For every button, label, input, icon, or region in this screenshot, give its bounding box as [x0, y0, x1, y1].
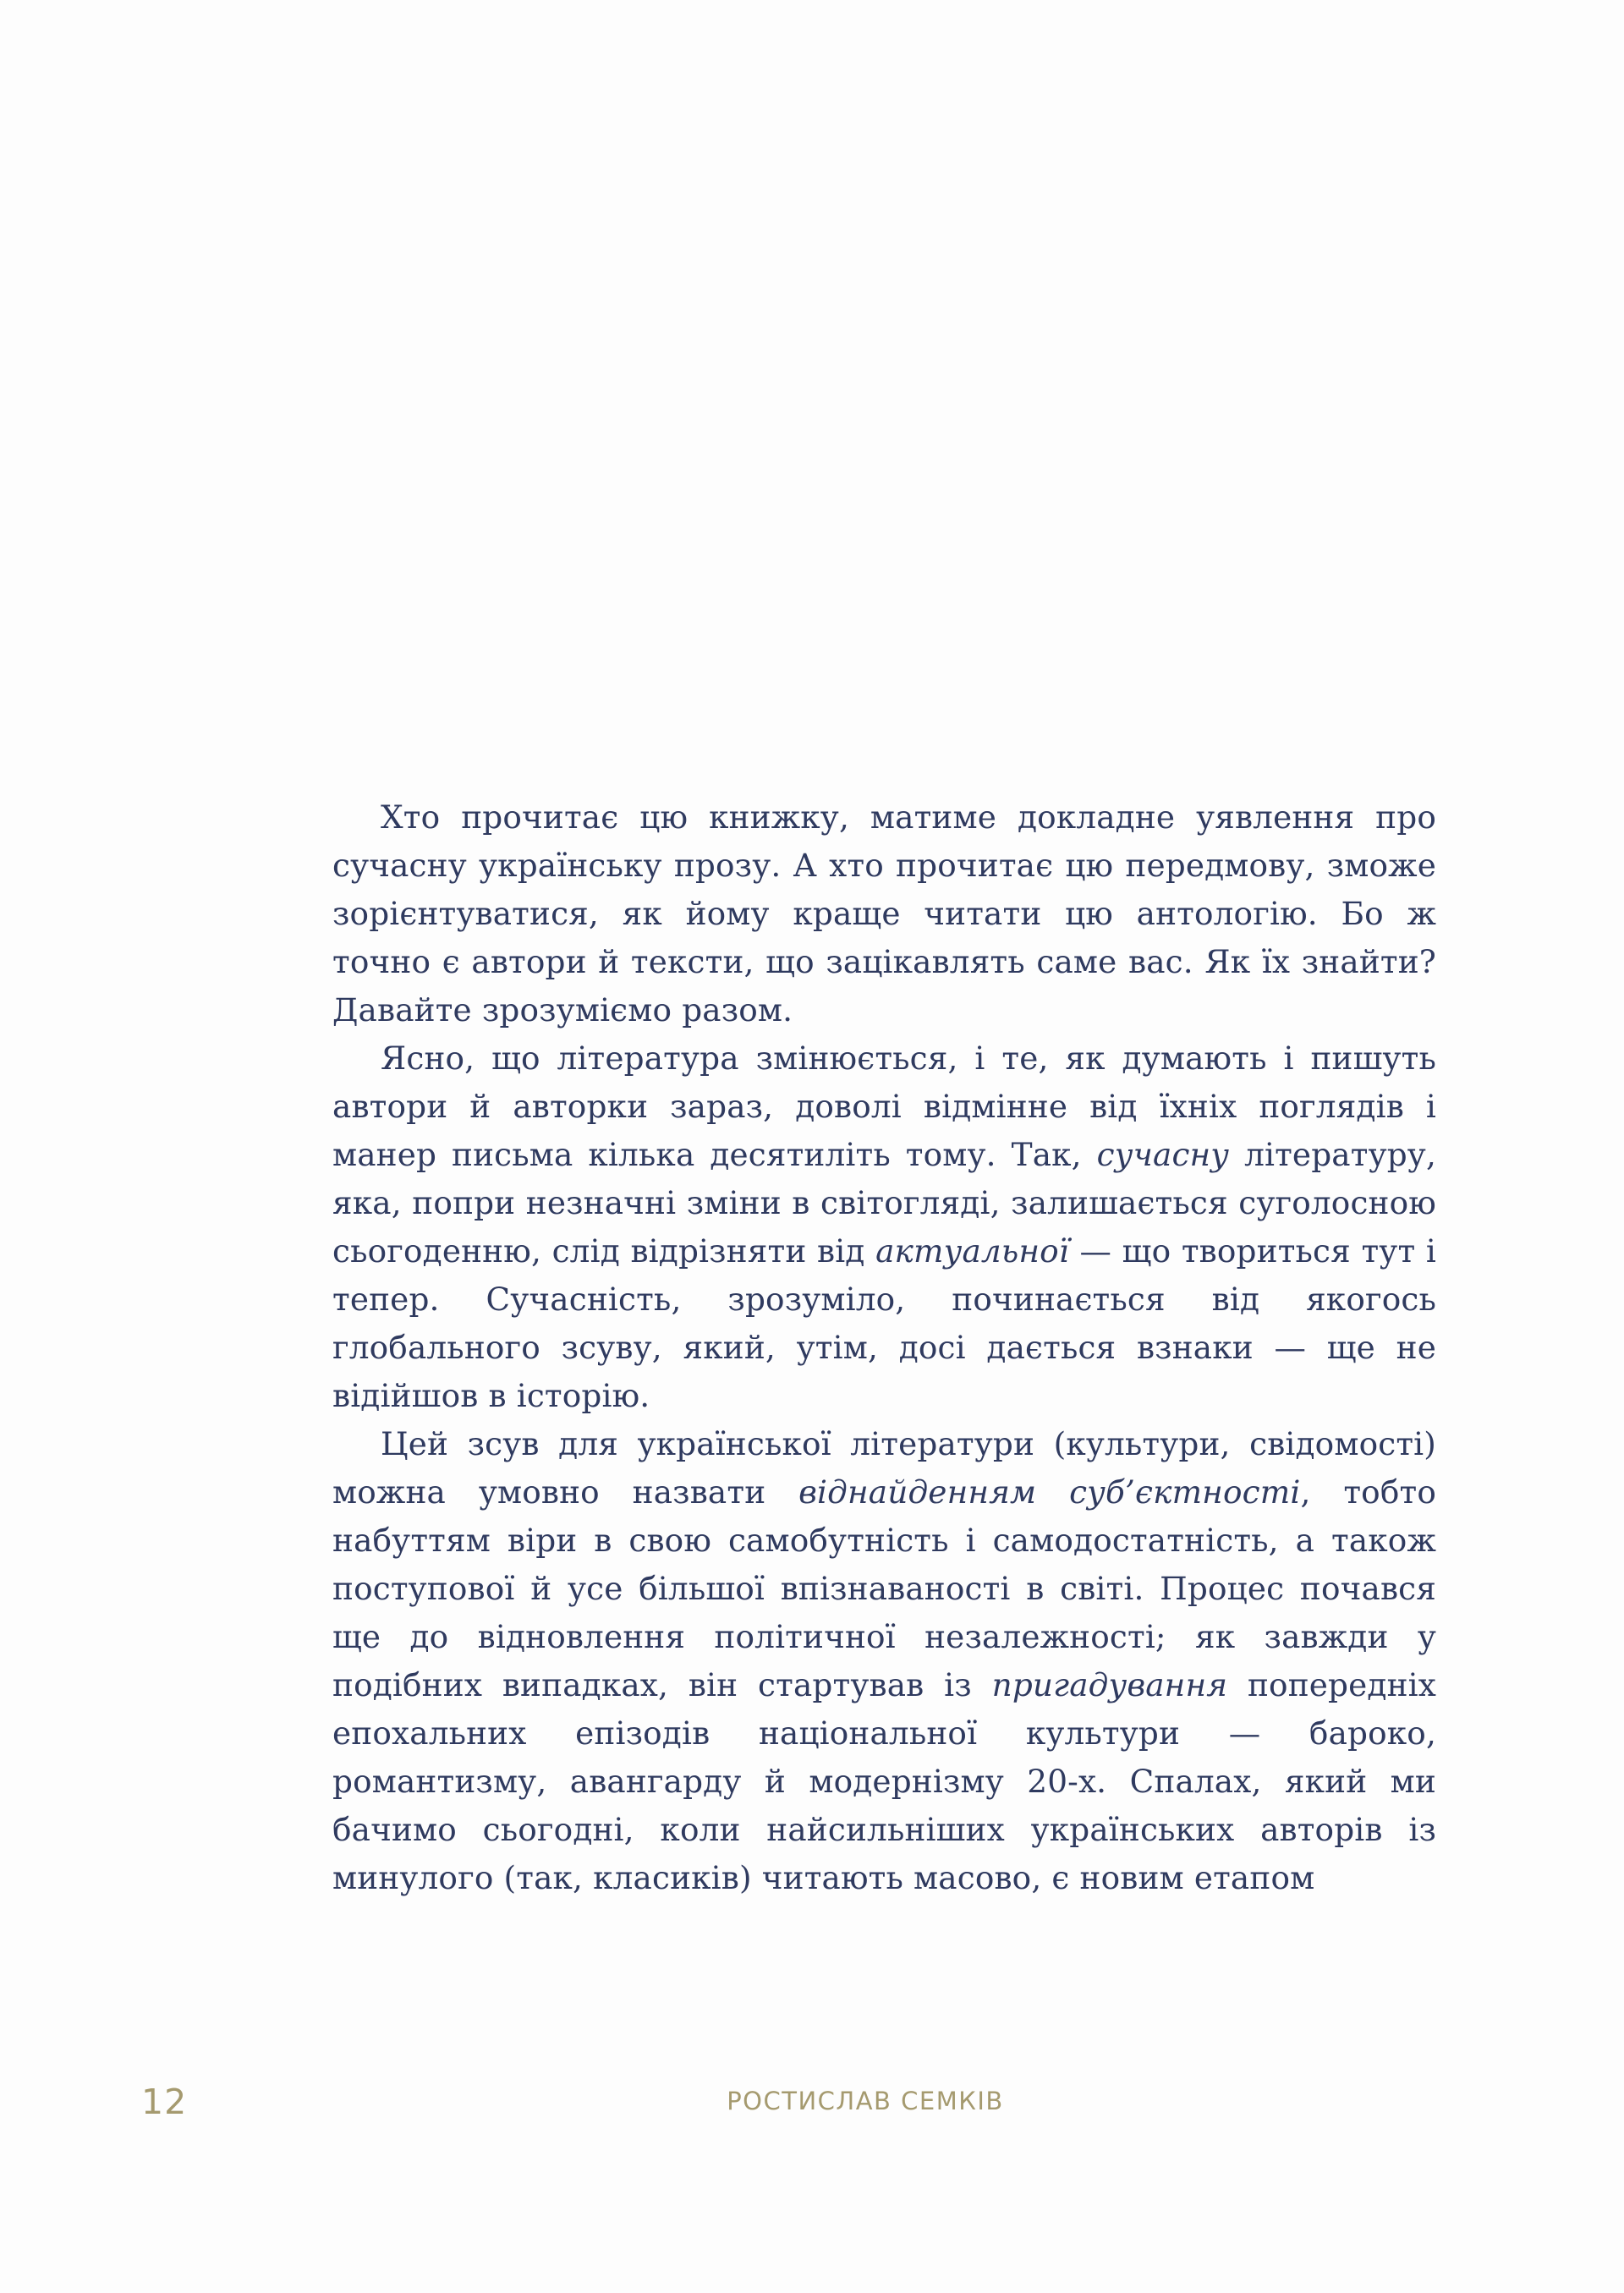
paragraph-2-text: Ясно, що література змінюється, і те, як думають і пишуть автори й авторки зараз, доволі відмінне від їхніх поглядів і манер письма кілька десятиліть тому. Так,: [332, 1040, 1436, 1173]
emphasis-subjectnosti: віднайденням суб’єктності: [798, 1473, 1301, 1511]
paragraph-3: [332, 1420, 1436, 1902]
page-number: 12: [141, 2082, 188, 2122]
paragraph-2-text: — що твориться тут і тепер. Сучасність, зрозуміло, починається від якогось глобального зсуву, який, утім, досі дається взнаки — ще не відійшов в історію.: [332, 1232, 1436, 1414]
body-text: [332, 793, 1436, 1902]
emphasis-pryhaduvannia: пригадування: [991, 1666, 1228, 1703]
paragraph-1-text: Хто прочитає цю книжку, матиме докладне уявлення про сучасну українську прозу. А хто прочитає цю передмову, зможе зорієнтуватися, як йому краще читати цю антологію. Бо ж точно є автори й тексти, що зацікавлять саме вас. Як їх знайти? Давайте зрозуміємо разом.: [332, 798, 1436, 1029]
paragraph-2-text: літературу, яка, попри незначні зміни в світогляді, залишається суголосною сьогоденню, слід відрізняти від: [332, 1136, 1436, 1270]
running-head: [0, 2087, 1624, 2115]
paragraph-1: [332, 793, 1436, 1034]
emphasis-aktualnoi: актуальної: [875, 1232, 1069, 1270]
author-name: РОСТИСЛАВ СЕМКІВ: [727, 2087, 1004, 2115]
paragraph-3-text: попередніх епохальних епізодів національної культури — бароко, романтизму, авангарду й модернізму 20-х. Спалах, який ми бачимо сьогодні, коли найсильніших українських авторів із минулого (так, класиків) читають масово, є новим етапом: [332, 1666, 1436, 1896]
paragraph-2: [332, 1034, 1436, 1420]
paragraph-3-text: Цей зсув для української літератури (культури, свідомості) можна умовно назвати: [332, 1425, 1436, 1511]
emphasis-suchasnu: сучасну: [1096, 1136, 1230, 1173]
paragraph-3-text: , тобто набуттям віри в свою самобутність і самодостатність, а також поступової й усе більшої впізнаваності в світі. Процес почався ще до відновлення політичної незалежності; як завжди у подібних випадках, він стартував із: [332, 1473, 1436, 1703]
